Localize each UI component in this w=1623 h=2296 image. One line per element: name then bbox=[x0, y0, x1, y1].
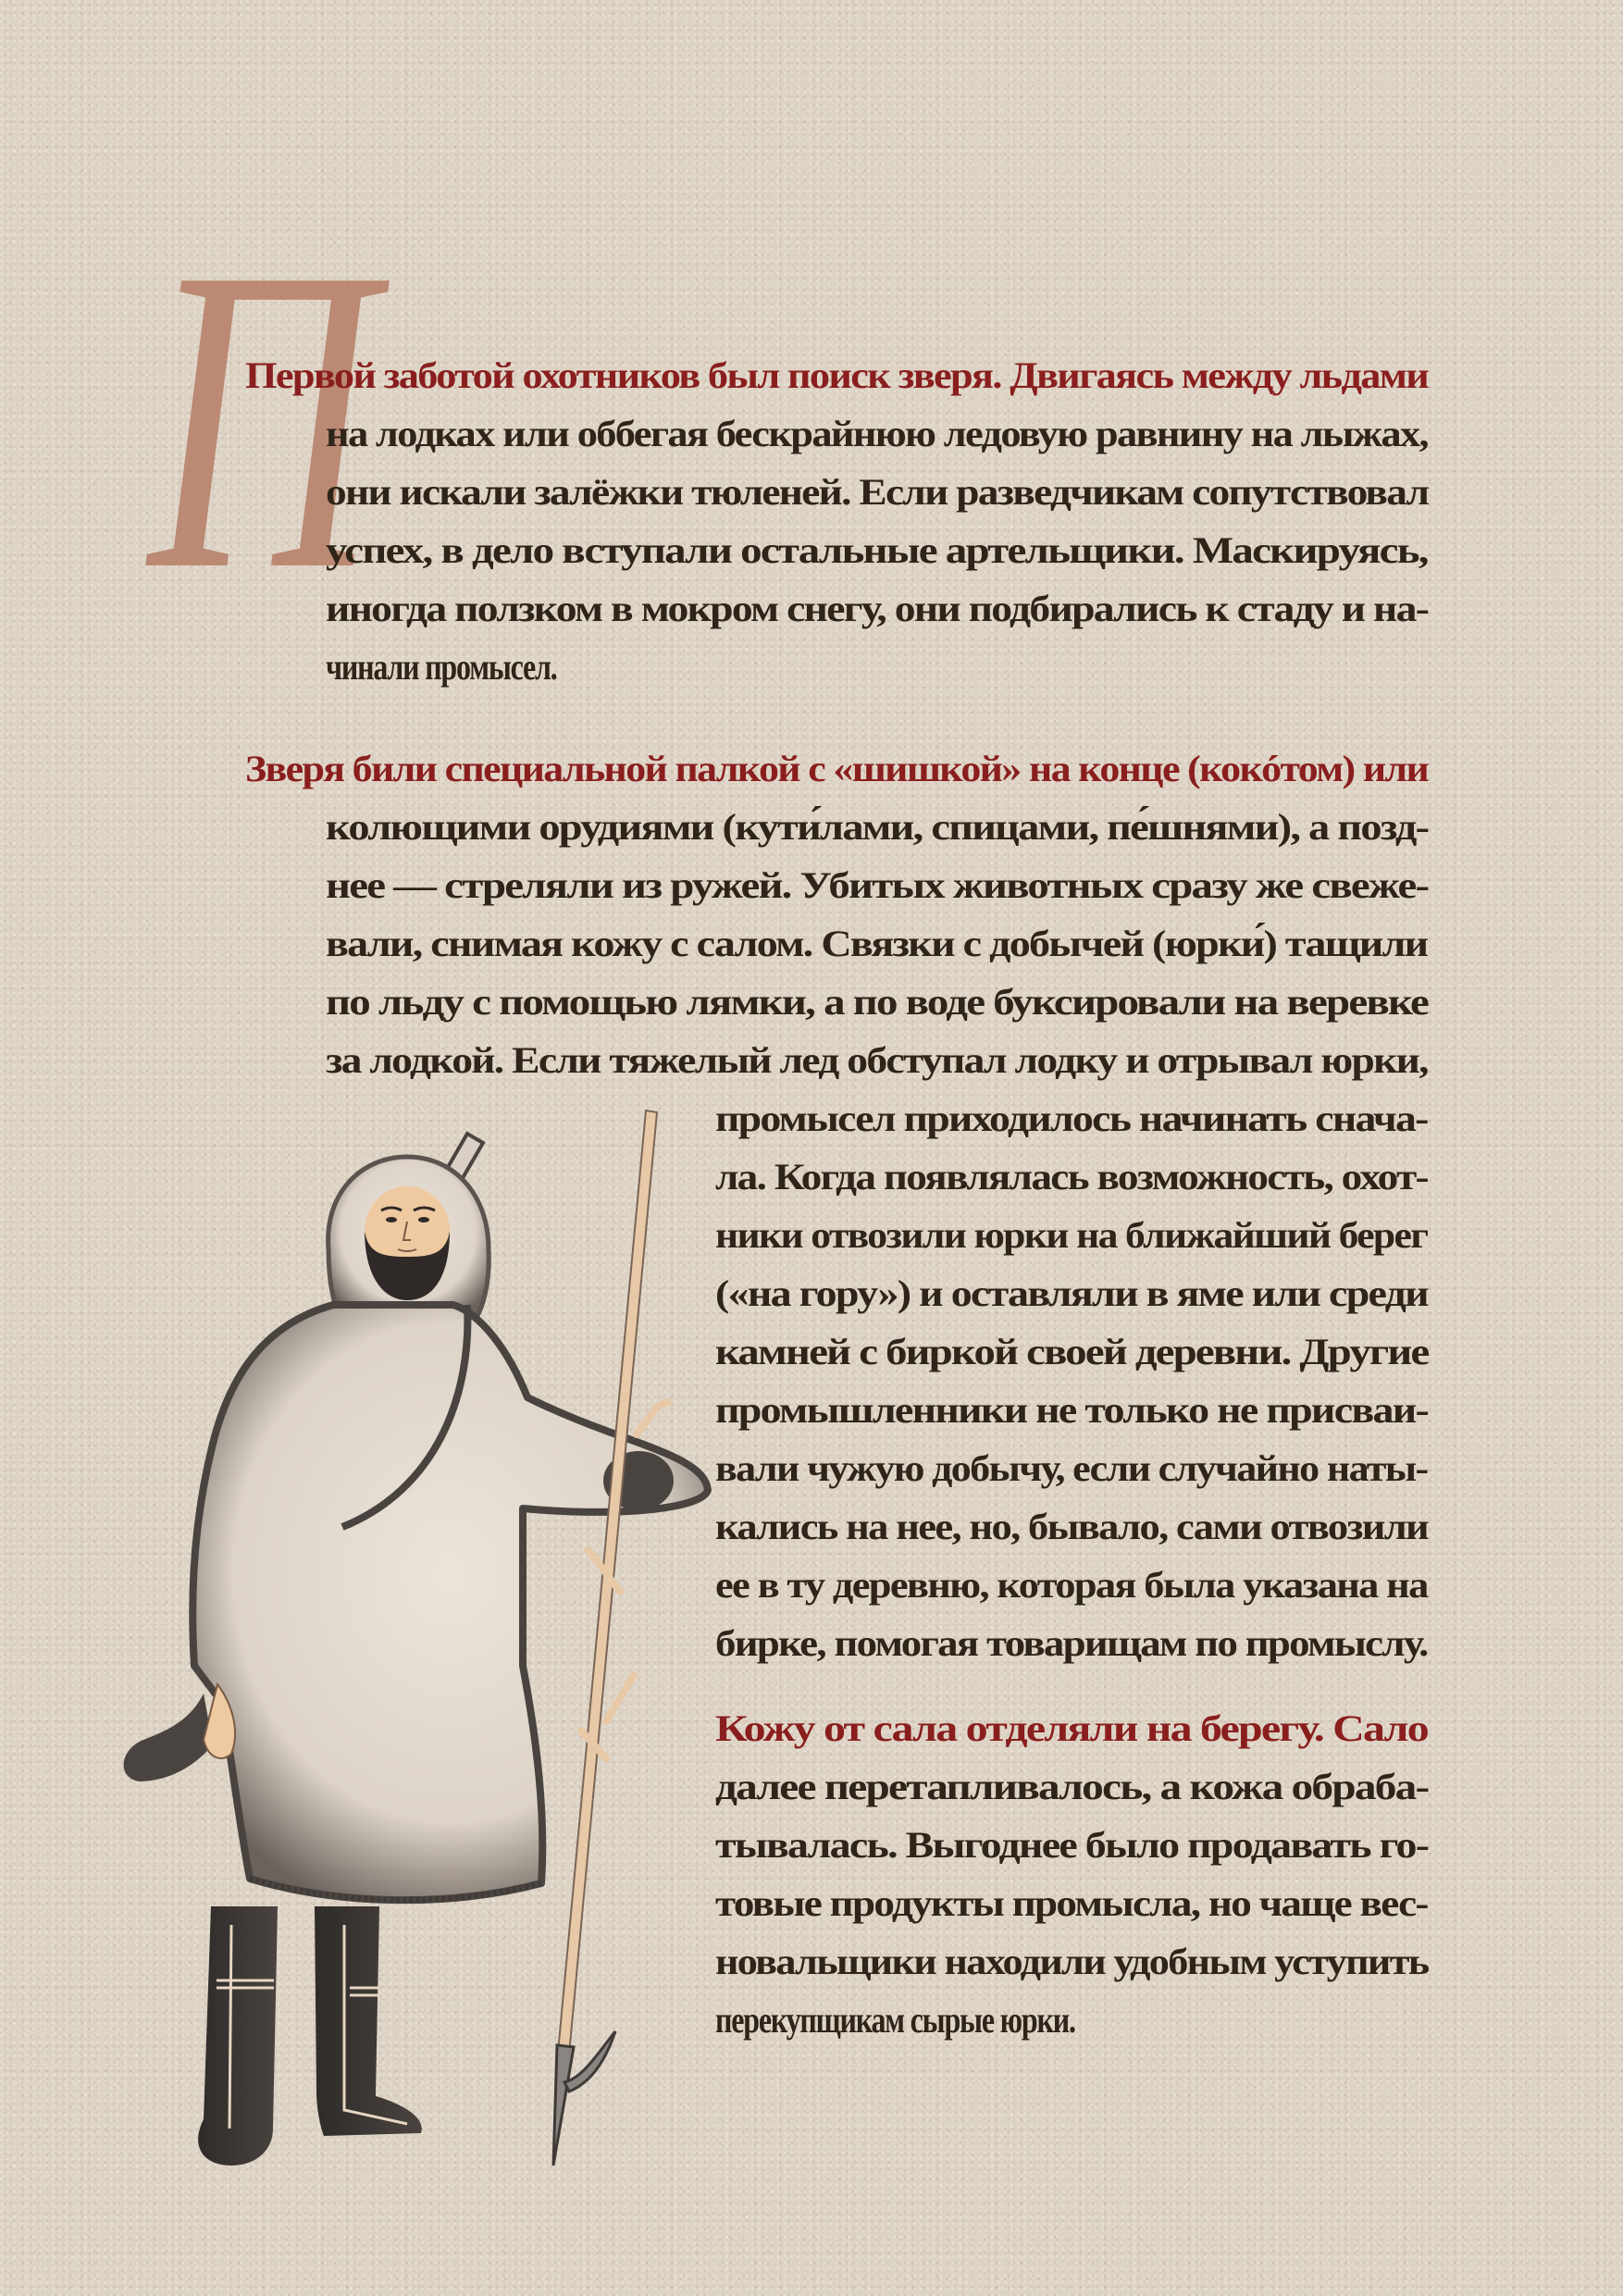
paragraph-lead: Первой заботой охотников был поиск зверя. Двигаясь между льдами bbox=[245, 354, 1429, 396]
paragraph-line: ники отвозили юрки на ближайший берег bbox=[715, 1214, 1428, 1256]
paragraph-line: чинали промысел. bbox=[326, 646, 557, 688]
paragraph-line: по льду с помощью лямки, а по воде буксировали на веревке bbox=[326, 981, 1429, 1023]
paragraph-line: промышленники не только не присваи- bbox=[715, 1389, 1429, 1431]
harpoon-staff-icon bbox=[553, 1111, 668, 2166]
paragraph-line: вали, снимая кожу с салом. Связки с добычей (юрки́) тащили bbox=[326, 923, 1428, 964]
paragraph-line: за лодкой. Если тяжелый лед обступал лодку и отрывал юрки, bbox=[326, 1039, 1428, 1081]
paragraph-line: промысел приходилось начинать снача- bbox=[715, 1098, 1428, 1139]
paragraph-line: колющими орудиями (кути́лами, спицами, пе́шнями), а позд- bbox=[326, 806, 1429, 848]
paragraph-line: нее — стреляли из ружей. Убитых животных сразу же свеже- bbox=[326, 864, 1429, 906]
paragraph-line: иногда ползком в мокром снегу, они подбирались к стаду и на- bbox=[326, 588, 1429, 629]
paragraph-line: ла. Когда появлялась возможность, охот- bbox=[715, 1156, 1428, 1198]
hunter-illustration bbox=[102, 1092, 712, 2203]
paragraph-line: товые продукты промысла, но чаще вес- bbox=[715, 1882, 1428, 1924]
hood-icon bbox=[328, 1157, 489, 1323]
paragraph-line: ее в ту деревню, которая была указана на bbox=[715, 1564, 1428, 1606]
boots-icon bbox=[198, 1906, 422, 2166]
paragraph-line: они искали залёжки тюленей. Если разведчикам сопутствовал bbox=[326, 471, 1429, 513]
drop-cap: П bbox=[148, 178, 375, 660]
paragraph-lead: Кожу от сала отделяли на берегу. Сало bbox=[715, 1707, 1428, 1749]
paragraph-line: далее перетапливалось, а кожа обраба- bbox=[715, 1766, 1429, 1807]
paragraph-line: бирке, помогая товарищам по промыслу. bbox=[715, 1622, 1428, 1664]
paragraph-line: перекупщикам сырые юрки. bbox=[715, 1999, 1075, 2041]
paragraph-line: тывалась. Выгоднее было продавать го- bbox=[715, 1824, 1429, 1866]
paragraph-line: на лодках или оббегая бескрайнюю ледовую равнину на лыжах, bbox=[326, 413, 1428, 454]
paragraph-line: камней с биркой своей деревни. Другие bbox=[715, 1331, 1429, 1372]
paragraph-lead: Зверя били специальной палкой с «шишкой» на конце (кокóтом) или bbox=[245, 748, 1429, 789]
paragraph-line: новальщики находили удобным уступить bbox=[715, 1941, 1429, 1982]
paragraph-line: («на гору») и оставляли в яме или среди bbox=[715, 1272, 1428, 1314]
paragraph-line: вали чужую добычу, если случайно наты- bbox=[715, 1447, 1428, 1489]
paragraph-line: кались на нее, но, бывало, сами отвозили bbox=[715, 1506, 1429, 1547]
paragraph-line: успех, в дело вступали остальные артельщики. Маскируясь, bbox=[326, 529, 1428, 571]
